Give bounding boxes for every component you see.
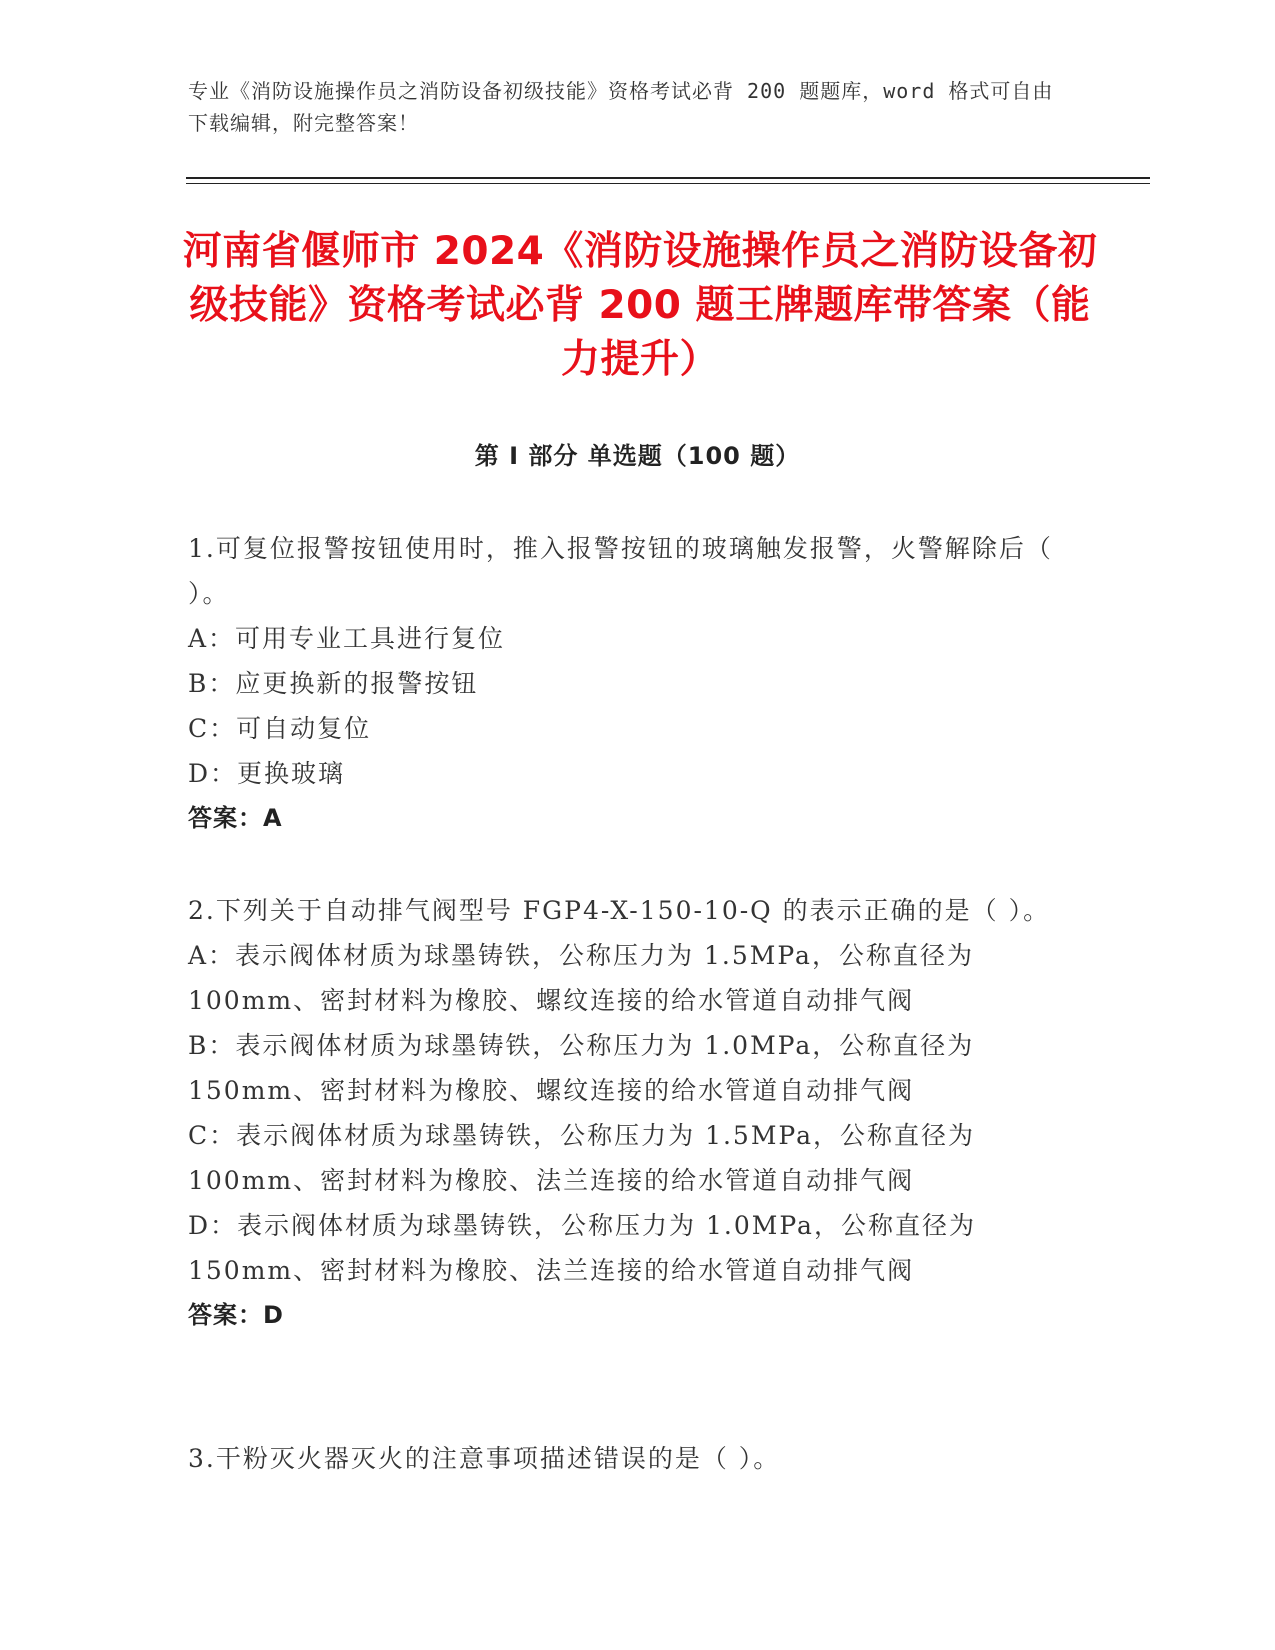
answer: 答案：D (188, 1301, 284, 1329)
option-b: B：应更换新的报警按钮 (188, 669, 479, 698)
header-divider-thin (186, 183, 1150, 184)
option-a: A：可用专业工具进行复位 (188, 624, 506, 653)
option-d: D：更换玻璃 (188, 759, 346, 788)
option-b: B：表示阀体材质为球墨铸铁，公称压力为 1.0MPa，公称直径为 150mm、密封材料为橡胶、螺纹连接的给水管道自动排气阀 (188, 1031, 975, 1105)
document-title: 河南省偃师市 2024《消防设施操作员之消防设备初级技能》资格考试必背 200 题王牌题库带答案（能力提升） (182, 229, 1098, 382)
answer: 答案：A (188, 804, 283, 832)
question-stem: 1.可复位报警按钮使用时，推入报警按钮的玻璃触发报警，火警解除后（ ）。 (188, 534, 1053, 608)
question-1 (188, 526, 1068, 841)
section-heading: 第 I 部分 单选题（100 题） (474, 442, 801, 470)
question-2 (188, 888, 1068, 1338)
option-c: C：表示阀体材质为球墨铸铁，公称压力为 1.5MPa，公称直径为 100mm、密封材料为橡胶、法兰连接的给水管道自动排气阀 (188, 1121, 976, 1195)
option-c: C：可自动复位 (188, 714, 372, 743)
option-a: A：表示阀体材质为球墨铸铁，公称压力为 1.5MPa，公称直径为 100mm、密封材料为橡胶、螺纹连接的给水管道自动排气阀 (188, 941, 974, 1015)
header-divider-thick (186, 177, 1150, 179)
question-stem: 3.干粉灭火器灭火的注意事项描述错误的是（ ）。 (188, 1444, 781, 1473)
option-d: D：表示阀体材质为球墨铸铁，公称压力为 1.0MPa，公称直径为 150mm、密封材料为橡胶、法兰连接的给水管道自动排气阀 (188, 1211, 976, 1285)
question-3 (188, 1436, 1068, 1481)
header-note: 专业《消防设施操作员之消防设备初级技能》资格考试必背 200 题题库，word 格式可自由下载编辑，附完整答案！ (188, 79, 1054, 135)
question-stem: 2.下列关于自动排气阀型号 FGP4-X-150-10-Q 的表示正确的是（ ）。 (188, 896, 1051, 925)
